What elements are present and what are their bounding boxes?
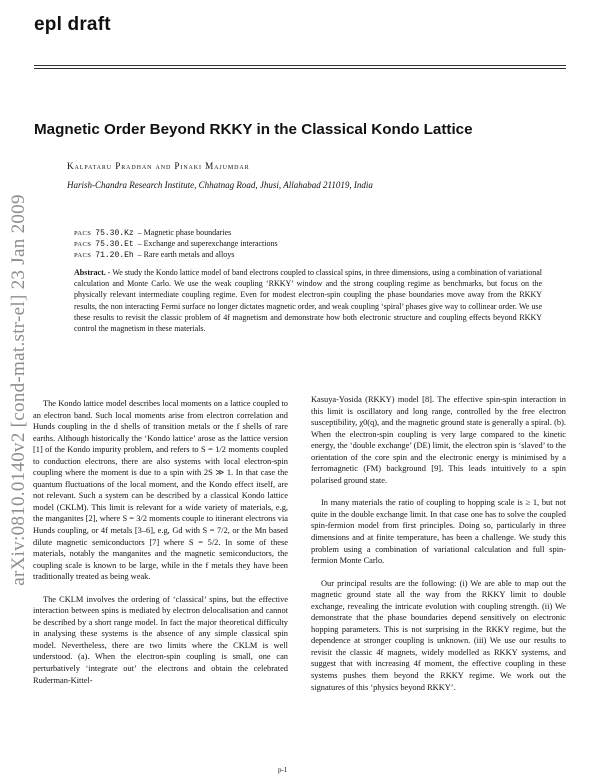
page-number: p-1 [278, 766, 288, 774]
arxiv-watermark [4, 170, 34, 610]
pacs-code: 75.30.Et [95, 240, 134, 249]
body-column-left [33, 398, 288, 697]
pacs-label: PACS [74, 252, 92, 259]
pacs-code: 75.30.Kz [95, 229, 134, 238]
pacs-entry [74, 250, 234, 260]
arxiv-identifier: arXiv:0810.0140v2 [cond-mat.str-el] 23 Jan 2009 [8, 194, 29, 586]
pacs-label: PACS [74, 230, 92, 237]
header-rule-bottom [34, 68, 566, 69]
pacs-code: 71.20.Eh [95, 251, 134, 260]
paper-authors: Kalpataru Pradhan and Pinaki Majumdar [67, 161, 250, 171]
abstract-label: Abstract. [74, 268, 106, 277]
paper-title: Magnetic Order Beyond RKKY in the Classical Kondo Lattice [34, 121, 473, 138]
paper-affiliation: Harish-Chandra Research Institute, Chhatnag Road, Jhusi, Allahabad 211019, India [67, 180, 373, 190]
abstract [74, 267, 542, 334]
pacs-text: – Magnetic phase boundaries [137, 228, 232, 237]
pacs-text: – Rare earth metals and alloys [137, 250, 235, 259]
body-paragraph: In many materials the ratio of coupling to hopping scale is ≥ 1, but not quite in the double exchange limit. In that case one has to solve the coupled spin-fermion model from first principles. Doing so, particularly in three dimensions and at finite temperature, has been a challenge. We study this problem using a combination of variational calculation and full spin-fermion Monte Carlo. [311, 498, 566, 566]
abstract-text: - We study the Kondo lattice model of band electrons coupled to classical spins, in three dimensions, using a combination of variational calculation and Monte Carlo. We use the weak coupling ‘RKKY’ window and the strong coupling regime as benchmarks, but focus on the physically relevant intermediate coupling regime. Even for modest electron-spin coupling the phase boundaries move away from the RKKY results, the non interacting Fermi surface no longer dictates magnetic order, and weak coupling ‘spiral’ phases give way to collinear order. We use these results to revisit the classic problem of 4f magnetism and demonstrate how both electronic structure and coupling effects beyond RKKY control the magnetism in these materials. [74, 268, 542, 334]
body-paragraph: The CKLM involves the ordering of ‘classical’ spins, but the effective interaction between spins is mediated by electron delocalisation and cannot be described by a short range model. In fact the major theoretical difficulty in analysing these systems is the absence of any simple classical spin model. Nevertheless, there are two limits where the CKLM is well understood. (a). When the electron-spin coupling is small, one can perturbatively ‘integrate out’ the electrons and obtain the celebrated Ruderman-Kittel- [33, 594, 288, 685]
pacs-entry [74, 239, 278, 249]
header-rule-top [34, 65, 566, 66]
pacs-text: – Exchange and superexchange interactions [137, 239, 278, 248]
body-paragraph: Our principal results are the following: (i) We are able to map out the magnetic ground state all the way from the RKKY limit to double exchange, revealing the intricate evolution with coupling strength. (ii) We demonstrate that the phase boundaries depend sensitively on electronic hopping parameters. This is not surprising in the RKKY regime, but the dependence at stronger coupling is unknown. (iii) We use our results to revisit the classic 4f magnets, widely modelled as RKKY systems, and suggest that with increasing 4f moment, the effective coupling in these systems pushes them beyond the RKKY regime. We work out the signatures of this ‘physics beyond RKKY’. [311, 578, 566, 692]
body-paragraph: Kasuya-Yosida (RKKY) model [8]. The effective spin-spin interaction in this limit is oscillatory and long range, controlled by the free electron susceptibility, χ0(q), and the magnetic ground state is generally a spiral. (b). When the electron-spin coupling is very large compared to the kinetic energy, the ‘double exchange’ (DE) limit, the electron spin is ‘slaved’ to the orientation of the core spin and the electronic energy is minimised by a ferromagnetic (FM) background [9]. This leads intuitively to a spin polarised ground state. [311, 395, 566, 485]
body-column-right [311, 394, 566, 704]
body-paragraph: The Kondo lattice model describes local moments on a lattice coupled to an electron band. Such local moments arise from electron correlation and Hunds coupling in the d shells of transition metals or the f shells of rare earths. Although historically the ‘Kondo lattice’ arose as the lattice version [1] of the Kondo impurity problem, and refers to S = 1/2 moments coupled to conduction electrons, there are also systems with local electron-spin coupling where the moment is due to a spin with 2S ≫ 1. In that case the quantum fluctuations of the local moment, and the Kondo effect itself, are not relevant. Such a system can be described by a classical Kondo lattice model (CKLM). This limit is relevant for a wide variety of materials, e.g, the manganites [2], where S = 3/2 moments couple to itinerant electrons via Hunds coupling, or 4f metals [3–6], e.g, Gd with S = 7/2, or the Mn based dilute magnetic semiconductors [7] where S = 5/2. In some of these materials, notably the manganites and the magnetic semiconductors, the coupling scale is known to be large, while in the f metals they have been traditionally treated as being weak. [33, 399, 288, 582]
pacs-label: PACS [74, 241, 92, 248]
pacs-entry [74, 228, 231, 238]
journal-header: epl draft [34, 14, 111, 35]
